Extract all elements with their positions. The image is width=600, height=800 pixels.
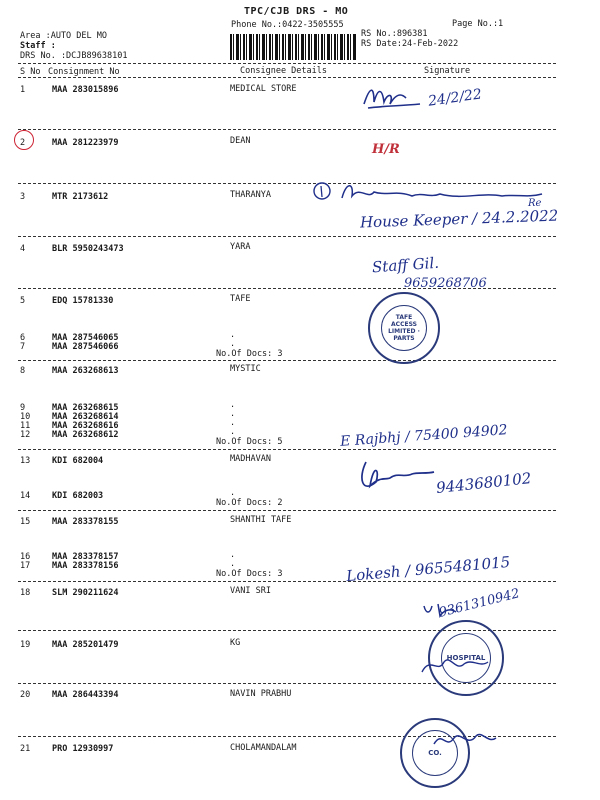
row-consignee: VANI SRI xyxy=(230,586,271,596)
row-consignee: . xyxy=(230,418,236,428)
row-divider xyxy=(18,510,556,511)
handwritten-signature xyxy=(312,178,562,208)
row-consignment: KDI 682004 xyxy=(52,456,104,466)
row-consignment: MAA 286443394 xyxy=(52,690,119,700)
row-consignment: MAA 263268613 xyxy=(52,366,119,376)
row-sno: 4 xyxy=(20,244,26,254)
row-consignee: TAFE xyxy=(230,294,251,304)
row-consignee: MADHAVAN xyxy=(230,454,271,464)
stamp-text: TAFE ACCESS LIMITED · PARTS xyxy=(388,314,420,342)
row-consignee: DEAN xyxy=(230,136,251,146)
col-signature: Signature xyxy=(424,66,471,76)
row-sno: 17 xyxy=(20,561,31,571)
row-consignee: . xyxy=(230,427,236,437)
row-consignee: SHANTHI TAFE xyxy=(230,515,292,525)
row-consignee: MEDICAL STORE xyxy=(230,84,297,94)
divider xyxy=(18,63,556,64)
row-sno: 2 xyxy=(20,138,26,148)
row-consignment: MAA 263268615 xyxy=(52,403,119,413)
row-sno: 19 xyxy=(20,640,31,650)
row-sno: 5 xyxy=(20,296,26,306)
row-consignee: . xyxy=(230,488,236,498)
rs-date: RS Date:24-Feb-2022 xyxy=(361,39,459,49)
row-consignment: MAA 281223979 xyxy=(52,138,119,148)
rs-number: RS No.:896381 xyxy=(361,29,428,39)
row-divider xyxy=(18,581,556,582)
row-consignment: BLR 5950243473 xyxy=(52,244,124,254)
row-sno: 16 xyxy=(20,552,31,562)
col-consignee: Consignee Details xyxy=(240,66,327,76)
row-sno: 1 xyxy=(20,85,26,95)
row-consignee: NAVIN PRABHU xyxy=(230,689,292,699)
row-consignment: MAA 283378156 xyxy=(52,561,119,571)
col-sno: S No xyxy=(20,67,41,77)
doc-count: No.Of Docs: 5 xyxy=(216,437,283,447)
row-consignment: MAA 283378157 xyxy=(52,552,119,562)
row-sno: 7 xyxy=(20,342,26,352)
row-consignment: MTR 2173612 xyxy=(52,192,109,202)
row-sno: 9 xyxy=(20,403,26,413)
signature-phone: 9361310942 xyxy=(437,586,522,621)
row-consignment: MAA 283015896 xyxy=(52,85,119,95)
handwritten-signature xyxy=(360,82,430,114)
row-sno: 20 xyxy=(20,690,31,700)
row-sno: 13 xyxy=(20,456,31,466)
signature-date: 24/2/22 xyxy=(427,86,483,110)
row-consignment: MAA 263268612 xyxy=(52,430,119,440)
row-consignee: . xyxy=(230,330,236,340)
handwritten-signature xyxy=(430,726,500,756)
row-sno: 18 xyxy=(20,588,31,598)
row-consignment: MAA 287546066 xyxy=(52,342,119,352)
report-title: TPC/CJB DRS - MO xyxy=(244,6,349,17)
barcode xyxy=(230,34,356,60)
row-divider xyxy=(18,449,556,450)
row-consignee: KG xyxy=(230,638,241,648)
row-consignment: PRO 12930997 xyxy=(52,744,114,754)
row-sno: 15 xyxy=(20,517,31,527)
row-consignment: MAA 287546065 xyxy=(52,333,119,343)
company-seal-stamp xyxy=(368,292,440,364)
row-sno: 21 xyxy=(20,744,31,754)
row-consignee: . xyxy=(230,409,236,419)
phone-number: Phone No.:0422-3505555 xyxy=(231,20,344,30)
hr-annotation: H/R xyxy=(372,142,400,157)
row-consignment: KDI 682003 xyxy=(52,491,104,501)
row-consignee: YARA xyxy=(230,242,251,252)
row-consignee: THARANYA xyxy=(230,190,271,200)
row-consignment: MAA 283378155 xyxy=(52,517,119,527)
staff-label: Staff : xyxy=(20,41,56,51)
doc-count: No.Of Docs: 2 xyxy=(216,498,283,508)
row-divider xyxy=(18,236,556,237)
row-consignment: MAA 285201479 xyxy=(52,640,119,650)
signature-phone: 9443680102 xyxy=(435,469,533,497)
stamp-text: CO. xyxy=(428,749,442,757)
row-sno: 8 xyxy=(20,366,26,376)
divider xyxy=(18,77,556,78)
handwritten-signature xyxy=(356,456,436,500)
row-divider xyxy=(18,360,556,361)
signature-phone: 9659268706 xyxy=(404,276,487,291)
row-consignment: SLM 290211624 xyxy=(52,588,119,598)
row-sno: 10 xyxy=(20,412,31,422)
page-number: Page No.:1 xyxy=(452,19,504,29)
row-consignment: EDQ 15781330 xyxy=(52,296,114,306)
row-divider xyxy=(18,129,556,130)
row-consignee: . xyxy=(230,550,236,560)
row-consignment: MAA 263268616 xyxy=(52,421,119,431)
signature-name: Staff Gil. xyxy=(371,253,440,277)
row-consignee: CHOLAMANDALAM xyxy=(230,743,297,753)
company-seal-stamp-inner xyxy=(381,305,427,351)
doc-count: No.Of Docs: 3 xyxy=(216,349,283,359)
row-sno: 12 xyxy=(20,430,31,440)
area-label: Area :AUTO DEL MO xyxy=(20,31,107,41)
row-consignment: MAA 263268614 xyxy=(52,412,119,422)
row-consignee: . xyxy=(230,559,236,569)
signature-designation: House Keeper / 24.2.2022 xyxy=(359,206,559,232)
doc-count: No.Of Docs: 3 xyxy=(216,569,283,579)
signature-phone: Lokesh / 9655481015 xyxy=(345,552,511,586)
row-consignee: . xyxy=(230,339,236,349)
row-sno: 14 xyxy=(20,491,31,501)
signature-phone: E Rajbhj / 75400 94902 xyxy=(339,422,509,450)
row-sno: 11 xyxy=(20,421,31,431)
stamp-text: HOSPITAL xyxy=(446,654,486,662)
row-sno: 3 xyxy=(20,192,26,202)
handwritten-signature xyxy=(420,652,490,678)
row-consignee: MYSTIC xyxy=(230,364,261,374)
signature-note: Re xyxy=(528,198,542,209)
row-sno: 6 xyxy=(20,333,26,343)
drs-number: DRS No. :DCJB89638101 xyxy=(20,51,128,61)
row-consignee: . xyxy=(230,400,236,410)
col-consignment: Consignment No xyxy=(48,67,120,77)
